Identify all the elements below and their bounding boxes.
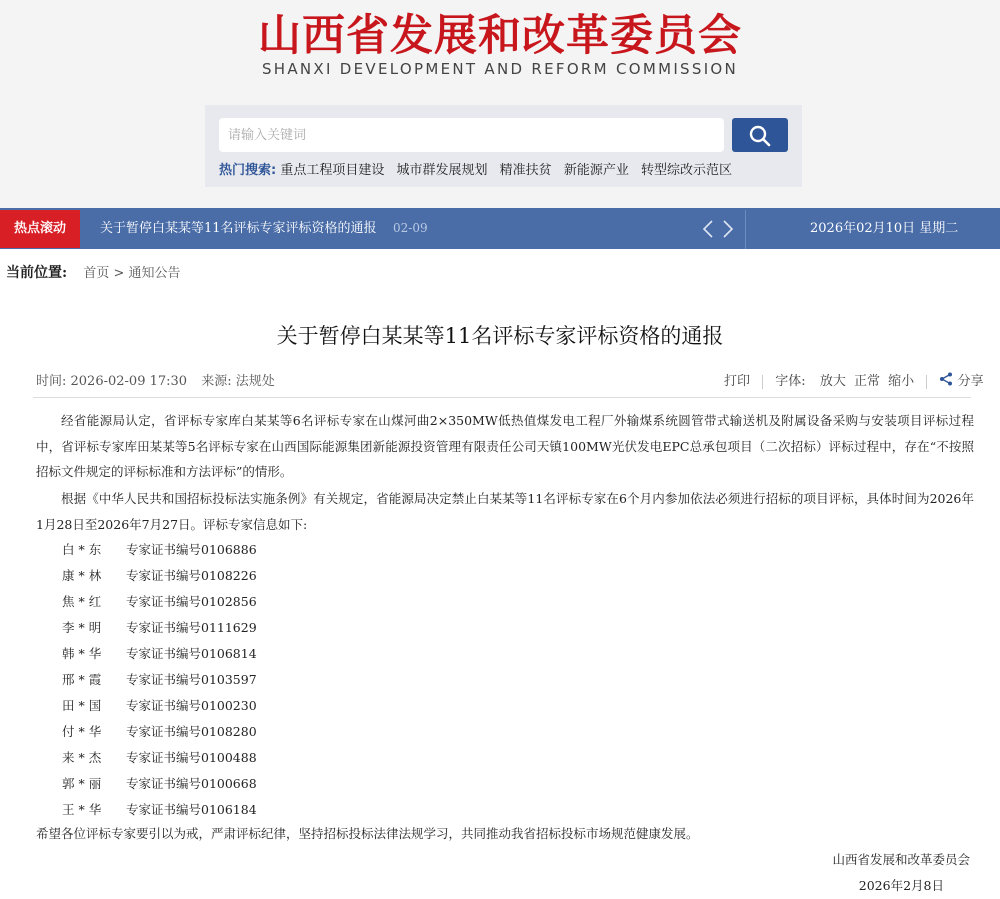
expert-name: 李 * 明 <box>62 620 102 635</box>
expert-cert: 专家证书编号0102856 <box>126 594 257 609</box>
print-button[interactable]: 打印 <box>724 374 751 389</box>
paragraph-findings: 经省能源局认定，省评标专家库白某某等6名评标专家在山煤河曲2×350MW低热值煤发电工程厂外输煤系统圆管带式输送机及附属设备采购与安装项目评标过程中，省评标专家库田某某等5名评标专家在山西国际能源集团新能源投资管理有限责任公司天镇100MW光伏发电EPC总承包项目（二次招标）评标过程中，存在“不按照招标文件规定的评标标准和方法评标”的情形。 <box>36 413 974 479</box>
hot-keyword[interactable]: 重点工程项目建设 <box>280 163 385 178</box>
expert-cert: 专家证书编号0106814 <box>126 646 257 661</box>
hot-search <box>219 159 740 178</box>
font-large-button[interactable]: 放大 <box>819 374 846 389</box>
share-button[interactable] <box>939 374 983 389</box>
news-ticker <box>0 208 1000 249</box>
expert-row <box>62 618 257 636</box>
expert-cert: 专家证书编号0106184 <box>126 802 257 817</box>
article-title: 关于暂停白某某等11名评标专家评标资格的通报 <box>276 324 724 348</box>
expert-name: 王 * 华 <box>62 802 102 817</box>
today-date: 2026年02月10日 星期二 <box>810 221 959 236</box>
signature-org: 山西省发展和改革委员会 <box>832 852 970 867</box>
article-time: 时间: 2026-02-09 17:30 <box>36 374 188 389</box>
expert-row <box>62 800 257 818</box>
font-small-button[interactable]: 缩小 <box>888 374 915 389</box>
hot-keyword[interactable]: 精准扶贫 <box>499 163 552 178</box>
ticker-divider <box>745 210 746 249</box>
paragraph-closing: 希望各位评标专家要引以为戒，严肃评标纪律，坚持招标投标法律法规学习，共同推动我省招标投标市场规范健康发展。 <box>36 826 699 841</box>
article-tools <box>724 370 984 389</box>
ticker-arrows <box>700 219 736 243</box>
chevron-left-icon[interactable] <box>704 221 712 237</box>
expert-name: 付 * 华 <box>62 724 102 739</box>
expert-name: 白 * 东 <box>62 542 102 557</box>
expert-cert: 专家证书编号0108226 <box>126 568 257 583</box>
paragraph-decision: 根据《中华人民共和国招标投标法实施条例》有关规定，省能源局决定禁止白某某等11名评标专家在6个月内参加依法必须进行招标的项目评标，具体时间为2026年1月28日至2026年7月27日。评标专家信息如下: <box>36 491 974 532</box>
article-meta <box>36 370 275 389</box>
search-input[interactable] <box>219 118 724 152</box>
expert-row <box>62 566 257 584</box>
expert-name: 康 * 林 <box>62 568 102 583</box>
expert-name: 来 * 杰 <box>62 750 102 765</box>
hot-search-label: 热门搜索: <box>219 163 277 178</box>
search-button[interactable] <box>732 118 788 152</box>
expert-row <box>62 644 257 662</box>
expert-name: 邢 * 霞 <box>62 672 102 687</box>
tools-divider <box>762 375 763 389</box>
expert-row <box>62 748 257 766</box>
site-logo-chinese[interactable]: 山西省发展和改革委员会 <box>258 11 742 61</box>
expert-cert: 专家证书编号0108280 <box>126 724 257 739</box>
search-icon <box>749 125 771 147</box>
tools-divider <box>926 375 927 389</box>
article-source: 来源: 法规处 <box>201 374 275 389</box>
share-icon <box>939 372 953 386</box>
site-header <box>0 0 1000 208</box>
expert-row <box>62 774 257 792</box>
breadcrumb-current[interactable]: > 通知公告 <box>113 266 181 281</box>
expert-cert: 专家证书编号0103597 <box>126 672 257 687</box>
hot-keyword[interactable]: 新能源产业 <box>563 163 629 178</box>
expert-name: 田 * 国 <box>62 698 102 713</box>
search-panel <box>205 105 802 187</box>
site-logo-english: SHANXI DEVELOPMENT AND REFORM COMMISSION <box>261 60 739 78</box>
expert-row <box>62 722 257 740</box>
expert-row <box>62 670 257 688</box>
font-size-label: 字体: <box>775 374 806 389</box>
ticker-headline[interactable]: 关于暂停白某某等11名评标专家评标资格的通报 <box>100 221 377 236</box>
expert-name: 韩 * 华 <box>62 646 102 661</box>
ticker-tag: 热点滚动 <box>0 210 80 248</box>
expert-cert: 专家证书编号0106886 <box>126 542 257 557</box>
breadcrumb-home[interactable]: 首页 <box>83 266 110 281</box>
meta-divider <box>33 397 971 398</box>
expert-cert: 专家证书编号0100230 <box>126 698 257 713</box>
chevron-right-icon[interactable] <box>724 221 732 237</box>
expert-cert: 专家证书编号0100668 <box>126 776 257 791</box>
breadcrumb <box>6 262 181 282</box>
expert-name: 焦 * 红 <box>62 594 102 609</box>
expert-cert: 专家证书编号0100488 <box>126 750 257 765</box>
expert-row <box>62 592 257 610</box>
expert-cert: 专家证书编号0111629 <box>126 620 257 635</box>
expert-name: 郭 * 丽 <box>62 776 102 791</box>
expert-row <box>62 696 257 714</box>
signature-date: 2026年2月8日 <box>858 878 944 893</box>
expert-row <box>62 540 257 558</box>
ticker-date: 02-09 <box>393 221 428 235</box>
font-normal-button[interactable]: 正常 <box>853 374 880 389</box>
breadcrumb-label: 当前位置: <box>6 265 68 281</box>
hot-keyword[interactable]: 城市群发展规划 <box>396 163 488 178</box>
hot-keyword[interactable]: 转型综改示范区 <box>640 163 732 178</box>
share-label: 分享 <box>957 374 984 389</box>
